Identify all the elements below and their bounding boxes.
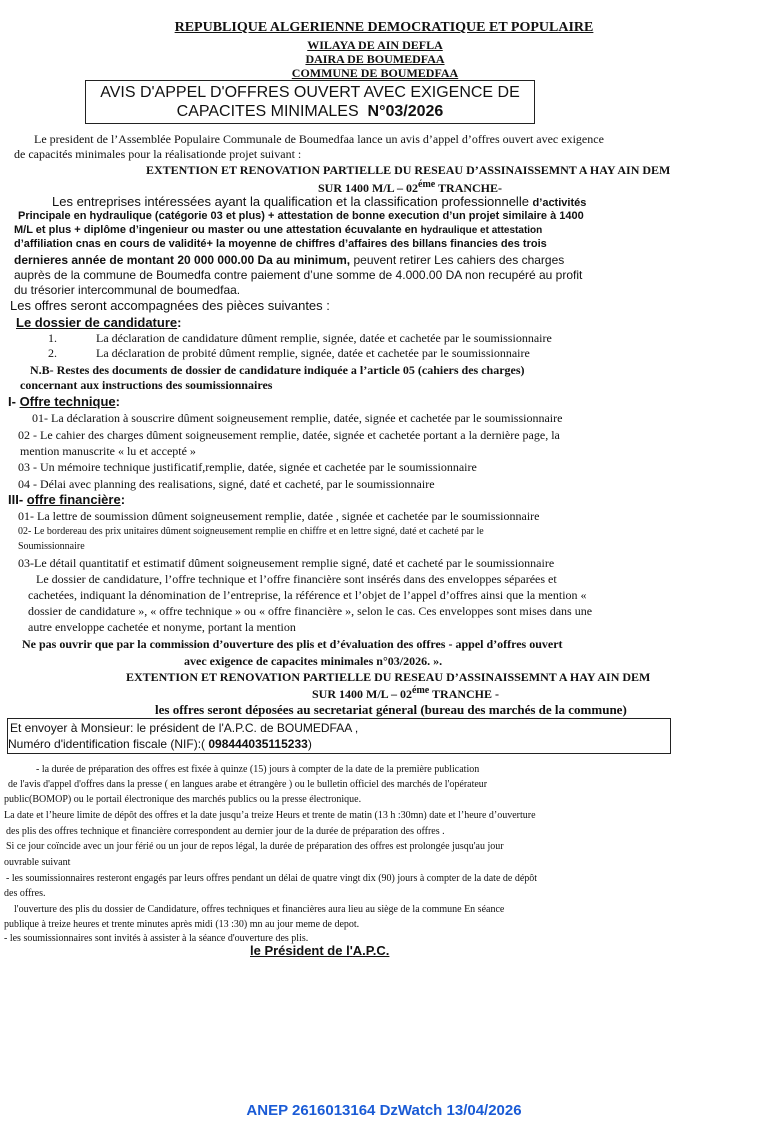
project-repeat-line2: SUR 1400 $M/L - 02^{éme}$ TRANCHE - [312,685,500,701]
condition-line: - les soumissionnaires resteront engagés par leurs offres pendant un délai de quatre vingt dix (90) jours à compter de la date de dépôt [6,873,538,884]
intro-line1: Le president de l’Assemblée Populaire Communale de Boumedfaa lance un avis d’appel d’offres ouvert avec exigence [34,132,604,146]
nif-value: 098444035115233 [208,737,308,751]
project-line1: EXTENTION ET RENOVATION PARTIELLE DU RESEAU D’ASSINAISSEMNT A HAY AIN DEM [146,163,671,177]
qualification-line3: M/L et plus + diplôme d’ingenieur ou master ou une attestation écuvalante en hydraulique et attestation [14,224,543,236]
qualification-line4: d’affiliation cnas en cours de validité+ la moyenne de chiffres d’affaires des billans financies des trois [14,238,547,250]
nif-line: Numéro d'identification fiscale (NIF):( 098444035115233) [8,737,312,751]
condition-line: - les soumissionnaires sont invités à assister à la séance d'ouverture des plis. [4,933,309,944]
financiere-item-02: 02- Le bordereau des prix unitaires dûment soigneusement remplie en chiffre et en lettre signé, daté et cacheté par le [18,526,484,537]
condition-line: publique à treize heures et trente minutes après midi (13 :30) mn au jour meme de depot. [4,919,360,930]
nb-line1: N.B- Restes des documents de dossier de candidature indiquée a l’article 05 (cahiers des charges) [30,363,525,377]
financiere-item-02-cont: Soumissionnaire [18,541,85,552]
envelopes-line4: autre enveloppe cachetée et nonyme, portant la mention [28,620,296,634]
tender-number: N°03/2026 [367,103,444,120]
signature: le Président de l'A.P.C. [250,943,390,958]
wilaya-heading: WILAYA DE AIN DEFLA [307,38,443,52]
nb-line2: concernant aux instructions des soumissionnaires [20,378,273,392]
republic-heading: REPUBLIQUE ALGERIENNE DEMOCRATIQUE ET POPULAIRE [174,20,594,35]
intro-line2: de capacités minimales pour la réalisationde projet suivant : [14,147,302,161]
condition-line: de l'avis d'appel d'offres dans la presse ( en langues arabe et étrangère ) ou le bulletin officiel des marchés de l'opérateur [8,779,488,790]
financiere-item-03: 03-Le détail quantitatif et estimatif dûment soigneusement remplie signé, daté et cacheté par le soumissionnaire [18,556,555,570]
condition-line: l'ouverture des plis du dossier de Candidature, offres techniques et financières aura lieu au siège de la commune En séance [14,904,505,915]
envelopes-line3: dossier de candidature », « offre technique » ou « offre financière », selon le cas. Ces enveloppes sont mises dans une [28,604,593,618]
technique-item-01: 01- La déclaration à souscrire dûment soigneusement remplie, datée, signée et cachetée par le soumissionnaire [32,411,563,425]
condition-line: La date et l’heure limite de dépôt des offres et la date jusqu’a treize Heurs et trente de matin (13 h :30mn) date et l’heure d’ouverture [4,810,536,821]
technique-item-04: 04 - Délai avec planning des realisations, signé, daté et cacheté, par le soumissionnaire [18,477,435,491]
footer-reference: ANEP 2616013164 DzWatch 13/04/2026 [246,1102,522,1119]
qualification-line7: du trésorier intercommunal de boumedfaa. [14,283,241,297]
condition-line: des plis des offres technique et financière correspondent au dernier jour de la durée de préparation des offres . [6,826,445,837]
financiere-heading: III- offre financière: [8,492,126,507]
dossier-item-1: La déclaration de candidature dûment remplie, signée, datée et cachetée par le soumissionnaire [96,331,552,345]
project-line2: SUR 1400 $M/L - 02^{éme}$ TRANCHE- [318,179,503,195]
technique-item-02-cont: mention manuscrite « lu et accepté » [20,444,196,458]
qualification-line6: auprès de la commune de Boumedfa contre paiement d’une somme de 4.000.00 DA non recupéré au profit [14,268,583,282]
technique-item-02: 02 - Le cahier des charges dûment soigneusement remplie, datée, signée et cachetée portant a la dernière page, la [18,428,560,442]
financiere-item-01: 01- La lettre de soumission dûment soigneusement remplie, datée , signée et cachetée par le soumissionnaire [18,509,540,523]
qualification-line2: Principale en hydraulique (catégorie 03 et plus) + attestation de bonne execution d’un projet similaire à 1400 [18,210,584,222]
qualification-line5: dernieres année de montant 20 000 000.00 Da au minimum, peuvent retirer Les cahiers des charges [14,253,565,267]
deposit-line: les offres seront déposées au secretariat géneral (bureau des marchés de la commune) [155,702,627,717]
send-line1: Et envoyer à Monsieur: le président de l'A.P.C. de BOUMEDFAA , [10,721,359,735]
technique-heading: I- Offre technique: [8,394,120,409]
title-line2: CAPACITES MINIMALES N°03/2026 [176,103,444,120]
dossier-item-1-num: 1. [48,331,57,345]
dossier-item-2: La déclaration de probité dûment remplie, signée, datée et cachetée par le soumissionnaire [96,346,530,360]
mention-line1: Ne pas ouvrir que par la commission d’ouverture des plis et d’évaluation des offres - appel d’offres ouvert [22,637,563,651]
envelopes-line2: cachetées, indiquant la dénomination de l’entreprise, la référence et l’objet de l’appel d’offres ainsi que la mention « [28,588,587,602]
commune-heading: COMMUNE DE BOUMEDFAA [291,66,459,80]
dossier-heading: Le dossier de candidature: [16,315,182,330]
qualification-line1: Les entreprises intéressées ayant la qualification et la classification professionnelle d’activités [52,194,587,209]
title-line1: AVIS D'APPEL D'OFFRES OUVERT AVEC EXIGENCE DE [100,84,520,101]
dossier-item-2-num: 2. [48,346,57,360]
technique-item-03: 03 - Un mémoire technique justificatif,remplie, datée, signée et cachetée par le soumissionnaire [18,460,477,474]
condition-line: des offres. [4,888,46,899]
condition-line: Si ce jour coïncide avec un jour férié ou un jour de repos légal, la durée de préparation des offres est prolongée jusqu'au jour [6,841,504,852]
project-repeat-line1: EXTENTION ET RENOVATION PARTIELLE DU RESEAU D’ASSINAISSEMNT A HAY AIN DEM [126,670,651,684]
pieces-intro: Les offres seront accompagnées des pièces suivantes : [10,298,330,313]
condition-line: public(BOMOP) ou le portail électronique des marchés publics ou la presse électronique. [4,794,362,805]
condition-line: - la durée de préparation des offres est fixée à quinze (15) jours à compter de la date de la première publication [36,764,480,775]
daira-heading: DAIRA DE BOUMEDFAA [305,52,445,66]
envelopes-line1: Le dossier de candidature, l’offre technique et l’offre financière sont insérés dans des enveloppes séparées et [36,572,557,586]
mention-line2: avec exigence de capacites minimales n°03/2026. ». [184,654,443,668]
condition-line: ouvrable suivant [4,857,71,868]
